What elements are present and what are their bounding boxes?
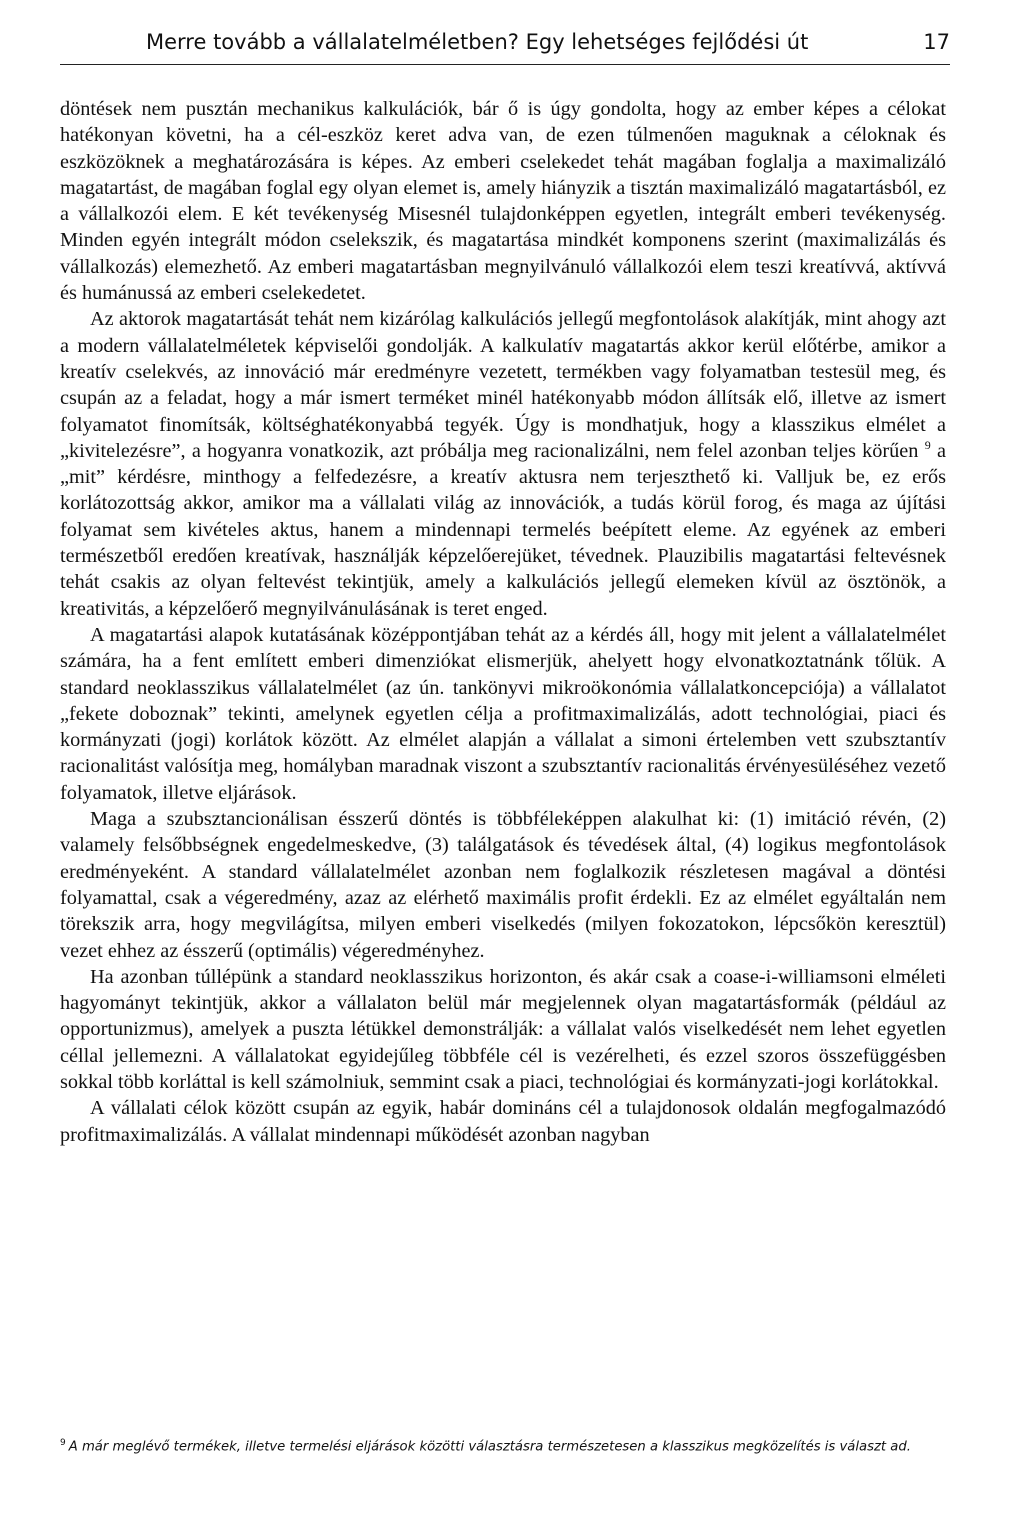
paragraph-4: Maga a szubsztancionálisan ésszerű döntés is többféleképpen alakulhat ki: (1) imitáció révén, (2) valamely felsőbbségnek engedelmeskedve, (3) találgatások és tévedések által, (4) logikus megfontolások eredményeként. A standard vállalatelmélet azonban nem foglalkozik részletesen magával a döntési folyamattal, csak a végeredmény, azaz az elérhető maximális profit érdekli. Ez az elmélet egyáltalán nem törekszik arra, hogy megvilágítsa, milyen emberi viselkedés (milyen fokozatokon, lépcsőkön keresztül) vezet ehhez az ésszerű (optimális) végeredményhez.: [60, 808, 946, 962]
page-number: 17: [923, 30, 950, 54]
paragraph-2: [60, 306, 946, 622]
body-text: [60, 96, 946, 1148]
paragraph-2-text: Az aktorok magatartását tehát nem kizárólag kalkulációs jellegű megfontolások alakítják, mint ahogy azt a modern vállalatelméletek képviselői gondolják. A kalkulatív magatartás akkor kerül előtérbe, amikor a kreatív cselekvés, az innováció már eredményre vezetett, termékben vagy folyamatban testesül meg, és csupán az a feladat, hogy a már ismert terméket minél hatékonyabb módon állítsák elő, illetve az ismert folyamatot finomítsák, költséghatékonyabbá tegyék. Úgy is mondhatjuk, hogy a klasszikus elmélet a „kivitelezésre”, a hogyanra vonatkozik, azt próbálja meg racionalizálni, nem felel azonban teljes körűen: [60, 308, 946, 462]
header-rule: [60, 64, 950, 65]
running-header: [60, 28, 950, 68]
paragraph-3: A magatartási alapok kutatásának középpontjában tehát az a kérdés áll, hogy mit jelent a vállalatelmélet számára, ha a fent említett emberi dimenziókat elismerjük, ahelyett hogy elvonatkoztatnánk tőlük. A standard neoklasszikus vállalatelmélet (az ún. tankönyvi mikroökonómia vállalatkoncepciója) a vállalatot „fekete doboznak” tekinti, amelynek egyetlen célja a profitmaximalizálás, adott technológiai, piaci és kormányzati (jogi) korlátok között. Az elmélet alapján a vállalat a simoni értelemben vett szubsztantív racionalitást valósítja meg, homályban maradnak viszont a szubsztantív racionalitás érvényesüléséhez vezető folyamatok, illetve eljárások.: [60, 623, 946, 804]
running-title: Merre tovább a vállalatelméletben? Egy lehetséges fejlődési út: [146, 30, 809, 54]
paragraph-1: döntések nem pusztán mechanikus kalkulációk, bár ő is úgy gondolta, hogy az ember képes a célokat hatékonyan követni, ha a cél-eszköz keret adva van, de ezen túlmenően maguknak a céloknak és eszközöknek a meghatározására is képes. Az emberi cselekedet tehát magában foglalja a maximalizáló magatartást, de magában foglal egy olyan elemet is, amely hiányzik a tisztán maximalizáló magatartásból, ez a vállalkozói elem. E két tevékenység Misesnél tulajdonképpen egyetlen, integrált emberi tevékenység. Minden egyén integrált módon cselekszik, és magatartása mindkét komponens szerint (maximalizálás és vállalkozás) elemezhető. Az emberi magatartásban megnyilvánuló vállalkozói elem teszi kreatívvá, aktívvá és humánussá az emberi cselekedetet.: [60, 98, 946, 305]
footnote: [60, 1438, 960, 1454]
paragraph-6: A vállalati célok között csupán az egyik, habár domináns cél a tulajdonosok oldalán megfogalmazódó profitmaximalizálás. A vállalat mindennapi működését azonban nagyban: [60, 1097, 946, 1146]
footnote-reference: 9: [924, 438, 931, 453]
paragraph-2-continuation: a „mit” kérdésre, minthogy a felfedezésre, a kreatív aktusra nem terjeszthető ki. Valljuk be, ez erős korlátozottság akkor, amikor ma a vállalati világ az innovációk, a tudás körül forog, és maga az újítási folyamat sem kivételes aktus, hanem a mindennapi termelés beépített eleme. Az egyének az emberi természetből eredően kreatívak, használják képzelőerejüket, tévednek. Plauzibilis magatartási feltevésnek tehát csakis az olyan feltevést tekintjük, amely a kalkulációs jellegű elemeken kívül az ösztönök, a kreativitás, a képzelőerő megnyilvánulásának is teret enged.: [60, 439, 946, 620]
paragraph-5: Ha azonban túllépünk a standard neoklasszikus horizonton, és akár csak a coase-i-williamsoni elméleti hagyományt tekintjük, akkor a vállalaton belül már megjelennek olyan magatartásformák (például az opportunizmus), amelyek a puszta létükkel demonstrálják: a vállalat valós viselkedését nem lehet egyetlen céllal jellemezni. A vállalatokat egyidejűleg többféle cél is vezérelheti, és ezzel szoros összefüggésben sokkal több korláttal is kell számolniuk, semmint csak a piaci, technológiai és kormányzati-jogi korlátokkal.: [60, 965, 946, 1093]
footnote-marker: 9: [60, 1438, 66, 1448]
footnote-text: A már meglévő termékek, illetve termelési eljárások közötti választásra természetesen a klasszikus megközelítés is választ ad.: [68, 1439, 911, 1455]
